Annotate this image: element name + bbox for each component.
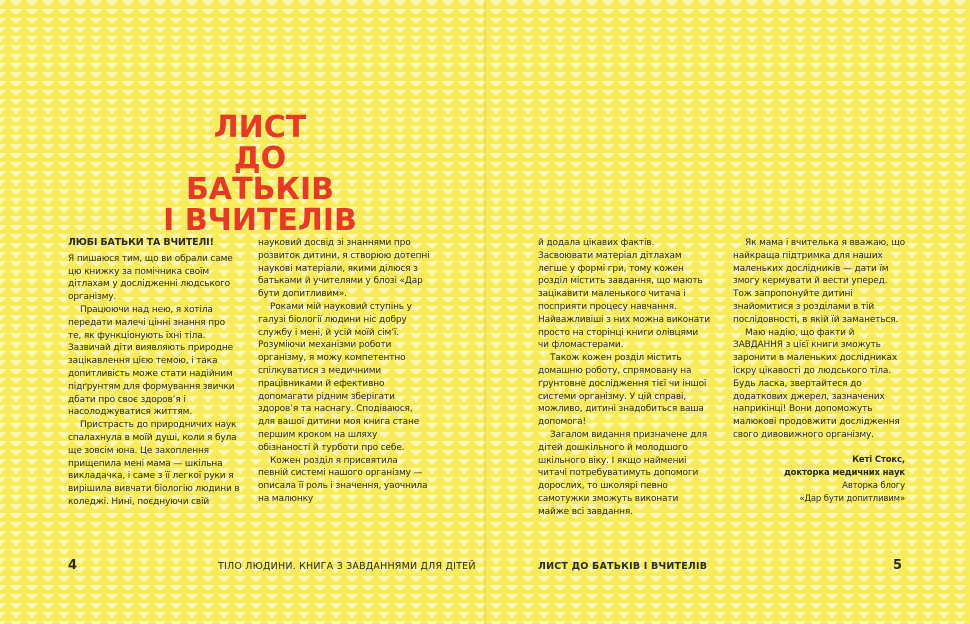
- paragraph: Загалом видання призначене для дітей дошкільного й молодшого шкільного віку. І якщо наймениі читачі потребуватимуть допомоги дорослих, то школярі певно самотужки зможуть виконати майже всі завдання.: [538, 429, 708, 517]
- title-line: ДО БАТЬКІВ: [186, 141, 334, 207]
- page-number-left: 4: [68, 558, 78, 573]
- signature-block: [733, 454, 905, 506]
- page-number-right: 5: [893, 558, 903, 573]
- paragraph: Працюючи над нею, я хотіла передати малечі цінні знання про те, як функціонують їхні тіла. Зазвичай діти виявляють природне зацікавлення цією темою, і така допитливість може стати надійним підґрунтям для формування звички дбати про своє здоров’я і насолоджуватися життям.: [68, 304, 235, 418]
- title-line: ЛИСТ: [213, 110, 307, 145]
- paragraph: Маю надію, що факти й ЗАВДАННЯ з цієї книги зможуть заронити в маленьких дослідниках іскру цікавості до людського тіла. Будь ласка, звертайтеся до додаткових джерел, зазначених наприкінці! Вони допоможуть малюкові продовжити дослідження свого дивовижного організму.: [733, 327, 900, 440]
- paragraph: Як мама і вчителька я вважаю, що найкраща підтримка для наших маленьких дослідників — дати їм змогу кермувати й вести уперед. Тож запропонуйте дитині знайомитися з розділами в тій послідовності, в якій їй заманеться.: [733, 238, 906, 325]
- running-title-left: ТІЛО ЛЮДИНИ. КНИГА З ЗАВДАННЯМИ ДЛЯ ДІТЕЙ: [218, 561, 476, 572]
- paragraph: Також кожен розділ містить домашню роботу, спрямовану на ґрунтовне дослідження тієї чи іншої системи організму. У цій справі, можливо, дитині знадобиться ваша допомога!: [538, 353, 707, 428]
- paragraph: Пристрасть до природничих наук спалахнула в моїй душі, коли я була ще зовсім юна. Це захоплення прищепила мені мама — шкільна викладачка, і саме з її легкої руки я вирішила вивчати біологію людини в коледжі. Нині, поєднуючи свій: [68, 420, 240, 507]
- author-blog: Авторка блогу: [842, 480, 905, 491]
- paragraph: науковий досвід зі знаннями про розвиток дитини, я створюю дотепні наукові матеріали, якими ділюся з батьками й учителями у блозі «Дар бути допитливим».: [258, 238, 430, 300]
- text-column-2: [258, 237, 430, 506]
- author-name: Кеті Стокс,: [852, 454, 905, 465]
- paragraph: Кожен розділ я присвятила певній системі нашого організму — описала її роль і значення, уаочнила на малюнку: [258, 455, 428, 504]
- text-column-3: [538, 237, 710, 519]
- text-column-4: [733, 237, 905, 506]
- paragraph: Роками мій науковий ступінь у галузі біології людини ніс добру службу і мені, й усій моїй сім’ї. Розуміючи механізми роботи організму, я можу компетентно спілкуватися з медичними працівниками й ефективно допомагати рідним зберігати здоров’я та наснагу. Сподіваюся, для вашої дитини моя книга стане першим кроком на шляху обізнаності й турботи про себе.: [258, 301, 420, 453]
- page-title: [160, 112, 360, 236]
- author-title: докторка медичних наук: [783, 467, 905, 478]
- greeting-heading: ЛЮБІ БАТЬКИ ТА ВЧИТЕЛІ!: [68, 237, 214, 248]
- running-title-right: ЛИСТ ДО БАТЬКІВ І ВЧИТЕЛІВ: [538, 561, 708, 572]
- paragraph: Я пишаюся тим, що ви обрали саме цю книжку за помічника своїм дітлахам у дослідженні людського організму.: [68, 253, 233, 303]
- author-blog-name: «Дар бути допитливим»: [799, 493, 905, 504]
- right-page: [485, 0, 970, 624]
- text-column-1: [68, 237, 240, 509]
- title-line: І ВЧИТЕЛІВ: [163, 203, 357, 238]
- paragraph: й додала цікавих фактів. Засвоювати матеріал дітлахам легше у формі гри, тому кожен розділ містить завдання, що мають зацікавити маленького читача і посприяти процесу навчання. Найважливіші з них можна виконати просто на сторінці книги олівцями чи фломастерами.: [538, 238, 710, 351]
